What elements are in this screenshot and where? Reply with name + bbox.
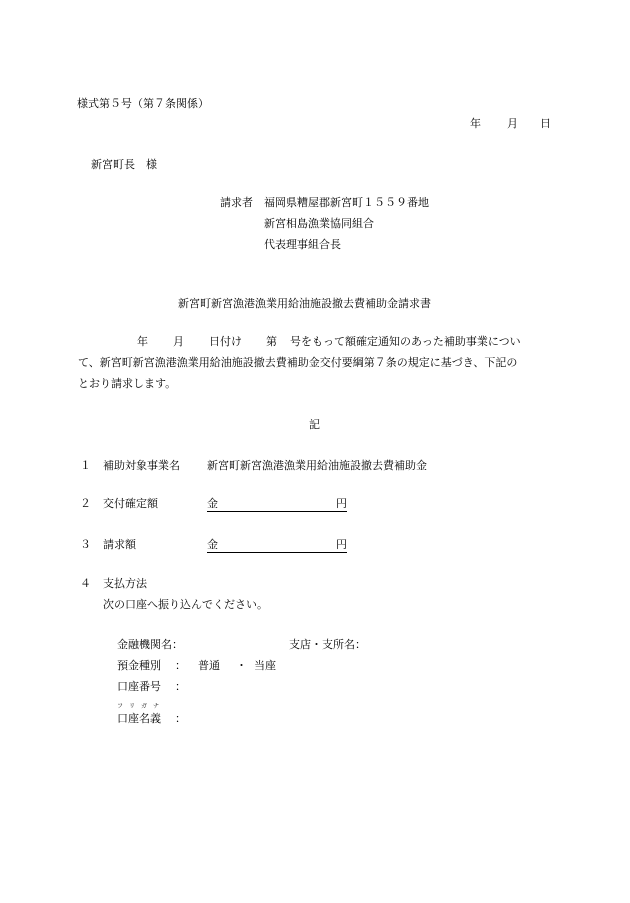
ki-heading: 記 [309, 418, 320, 431]
item-3-kin: 金 [207, 538, 218, 551]
form-number: 様式第５号（第７条関係） [77, 97, 209, 110]
item-2-en: 円 [336, 497, 347, 510]
date-year: 年 [470, 117, 481, 130]
bank-institution-label: 金融機関名： [117, 638, 183, 651]
bank-holder-furigana: フ リ ガ ナ [117, 703, 160, 710]
item-3-en: 円 [336, 538, 347, 551]
addressee: 新宮町長 様 [91, 158, 157, 171]
requester-representative: 代表理事組合長 [264, 238, 341, 251]
item-3-amount-line [207, 538, 347, 553]
date-month: 月 [507, 117, 518, 130]
item-2-number: ２ [80, 497, 91, 510]
intro-dai: 第 [266, 335, 277, 348]
bank-type-dot: ・ [236, 659, 247, 672]
intro-text-1: 号をもって額確定通知のあった補助事業につい [290, 335, 521, 348]
item-3-number: ３ [80, 538, 91, 551]
bank-type-label: 預金種別 [117, 659, 161, 672]
item-2-label: 交付確定額 [103, 497, 158, 510]
intro-text-3: とおり請求します。 [78, 377, 177, 390]
intro-text-2: て、新宮町新宮漁港漁業用給油施設撤去費補助金交付要綱第７条の規定に基づき、下記の [78, 356, 518, 369]
item-3-label: 請求額 [103, 538, 136, 551]
item-4-number: ４ [80, 577, 91, 590]
bank-branch-label: 支店・支所名： [289, 638, 366, 651]
item-1-label: 補助対象事業名 [103, 459, 180, 472]
item-4-note: 次の口座へ振り込んでください。 [103, 598, 268, 611]
document-title: 新宮町新宮漁港漁業用給油施設撤去費補助金請求書 [178, 297, 431, 310]
bank-holder-colon: ： [175, 712, 186, 725]
date-day: 日 [540, 117, 551, 130]
bank-holder-label: 口座名義 [117, 712, 161, 725]
requester-organization: 新宮相島漁業協同組合 [264, 217, 374, 230]
bank-type-ordinary: 普通 [198, 659, 220, 672]
requester-label: 請求者 [220, 196, 253, 209]
item-4-label: 支払方法 [103, 577, 147, 590]
bank-type-colon: ： [175, 659, 186, 672]
intro-month: 月 [173, 335, 184, 348]
requester-address: 福岡県糟屋郡新宮町１５５９番地 [264, 196, 429, 209]
item-1-number: １ [80, 459, 91, 472]
bank-type-current: 当座 [254, 659, 276, 672]
item-2-amount-line [207, 497, 347, 512]
item-1-value: 新宮町新宮漁港漁業用給油施設撤去費補助金 [207, 459, 427, 472]
intro-year: 年 [137, 335, 148, 348]
item-2-kin: 金 [207, 497, 218, 510]
bank-number-colon: ： [175, 680, 186, 693]
intro-date-suffix: 日付け [209, 335, 242, 348]
bank-number-label: 口座番号 [117, 680, 161, 693]
